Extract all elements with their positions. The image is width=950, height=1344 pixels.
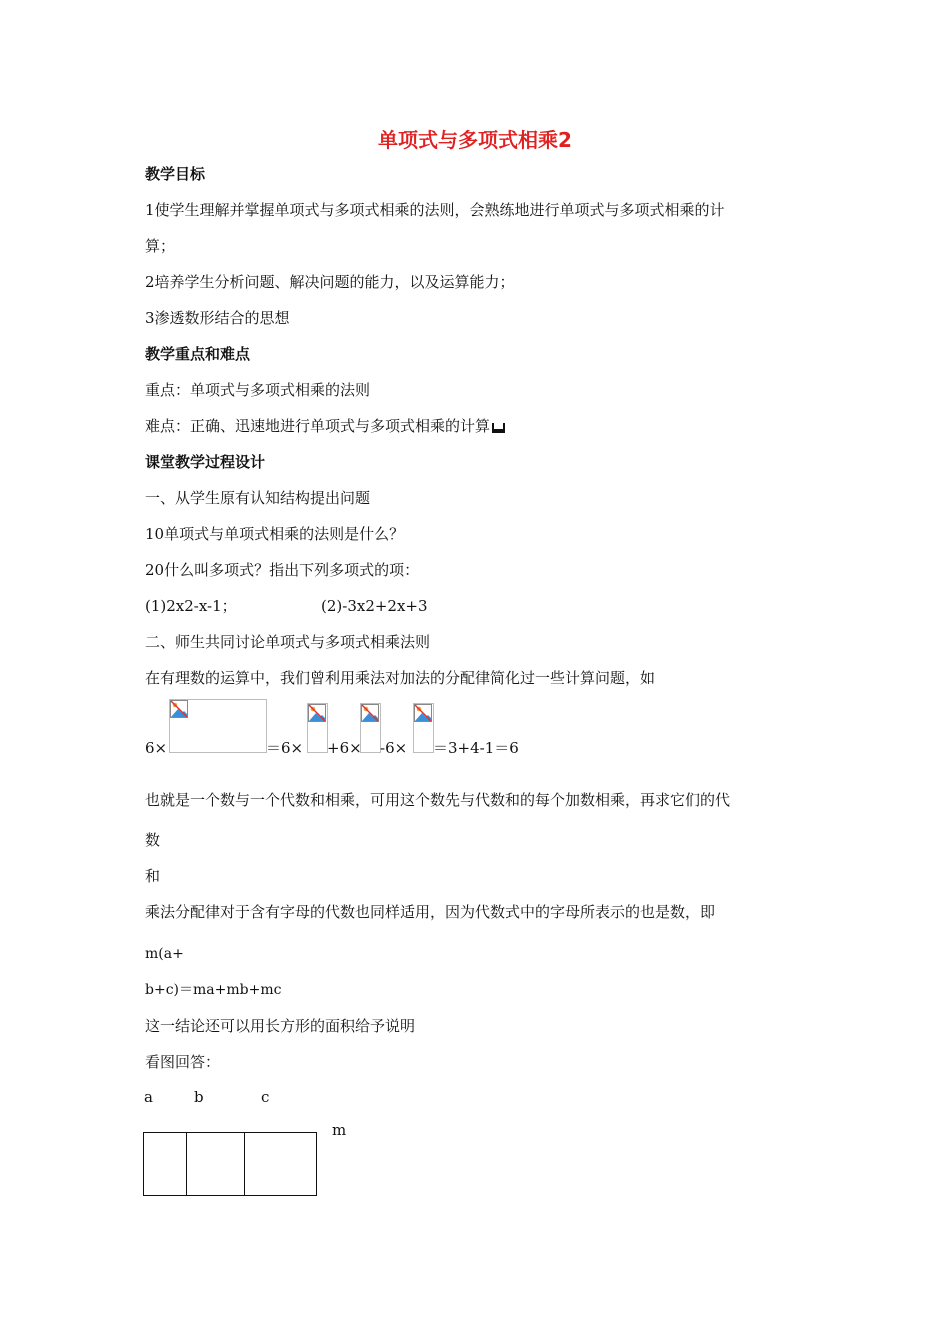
cursor-mark-icon (492, 429, 505, 433)
formula-part-5: ＝3+4-1＝6 (433, 739, 519, 757)
broken-image-icon (170, 700, 188, 718)
law-text: 乘法分配律对于含有字母的代数也同样适用，因为代数式中的字母所表示的也是数，即 (145, 903, 716, 921)
key-point: 重点：单项式与多项式相乘的法则 (145, 381, 371, 399)
broken-image-b (360, 703, 381, 753)
intro-text: 在有理数的运算中，我们曾利用乘法对加法的分配律简化过一些计算问题，如 (145, 669, 656, 687)
difficult-point-text: 难点：正确、迅速地进行单项式与多项式相乘的计算 (145, 417, 491, 435)
formula-part-3: +6× (327, 739, 362, 757)
broken-image-icon (414, 704, 432, 722)
rect-divider-1 (186, 1133, 187, 1195)
broken-image-icon (361, 704, 379, 722)
explain-line-2: 数 (145, 831, 161, 849)
broken-image-c (413, 703, 434, 753)
broken-image-large (169, 699, 267, 753)
broken-image-a (307, 703, 328, 753)
label-c: c (261, 1088, 270, 1106)
rect-divider-2 (244, 1133, 245, 1195)
keypoints-heading: 教学重点和难点 (145, 345, 251, 363)
rect-note: 这一结论还可以用长方形的面积给予说明 (145, 1017, 416, 1035)
goals-heading: 教学目标 (145, 165, 206, 183)
formula-part-4: -6× (380, 739, 408, 757)
formula-part-2: ＝6× (266, 739, 304, 757)
label-m: m (332, 1121, 347, 1139)
law-formula-2: b+c)＝ma+mb+mc (145, 982, 282, 998)
explain-line-3: 和 (145, 867, 161, 885)
process-heading: 课堂教学过程设计 (145, 453, 266, 471)
part-2-heading: 二、师生共同讨论单项式与多项式相乘法则 (145, 633, 431, 651)
example-1: (1)2x2-x-1； (145, 597, 237, 615)
page-title: 单项式与多项式相乘2 (378, 128, 572, 152)
law-formula-1: m(a+ (145, 946, 184, 962)
goal-2: 2培养学生分析问题、解决问题的能力，以及运算能力； (145, 273, 515, 291)
example-2: (2)-3x2+2x+3 (321, 597, 428, 615)
area-rectangle (143, 1132, 317, 1196)
question-2: 20什么叫多项式？指出下列多项式的项： (145, 561, 420, 579)
look-prompt: 看图回答： (145, 1053, 221, 1071)
goal-1-line-2: 算； (145, 237, 176, 255)
explain-line-1: 也就是一个数与一个代数和相乘，可用这个数先与代数和的每个加数相乘，再求它们的代 (145, 791, 731, 809)
broken-image-icon (308, 704, 326, 722)
question-1: 10单项式与单项式相乘的法则是什么？ (145, 525, 405, 543)
goal-3: 3渗透数形结合的思想 (145, 309, 290, 327)
goal-1-line-1: 1使学生理解并掌握单项式与多项式相乘的法则，会熟练地进行单项式与多项式相乘的计 (145, 201, 725, 219)
label-a: a (144, 1088, 153, 1106)
label-b: b (194, 1088, 204, 1106)
difficult-point (145, 416, 505, 436)
part-1-heading: 一、从学生原有认知结构提出问题 (145, 489, 371, 507)
formula-part-1: 6× (145, 739, 168, 757)
